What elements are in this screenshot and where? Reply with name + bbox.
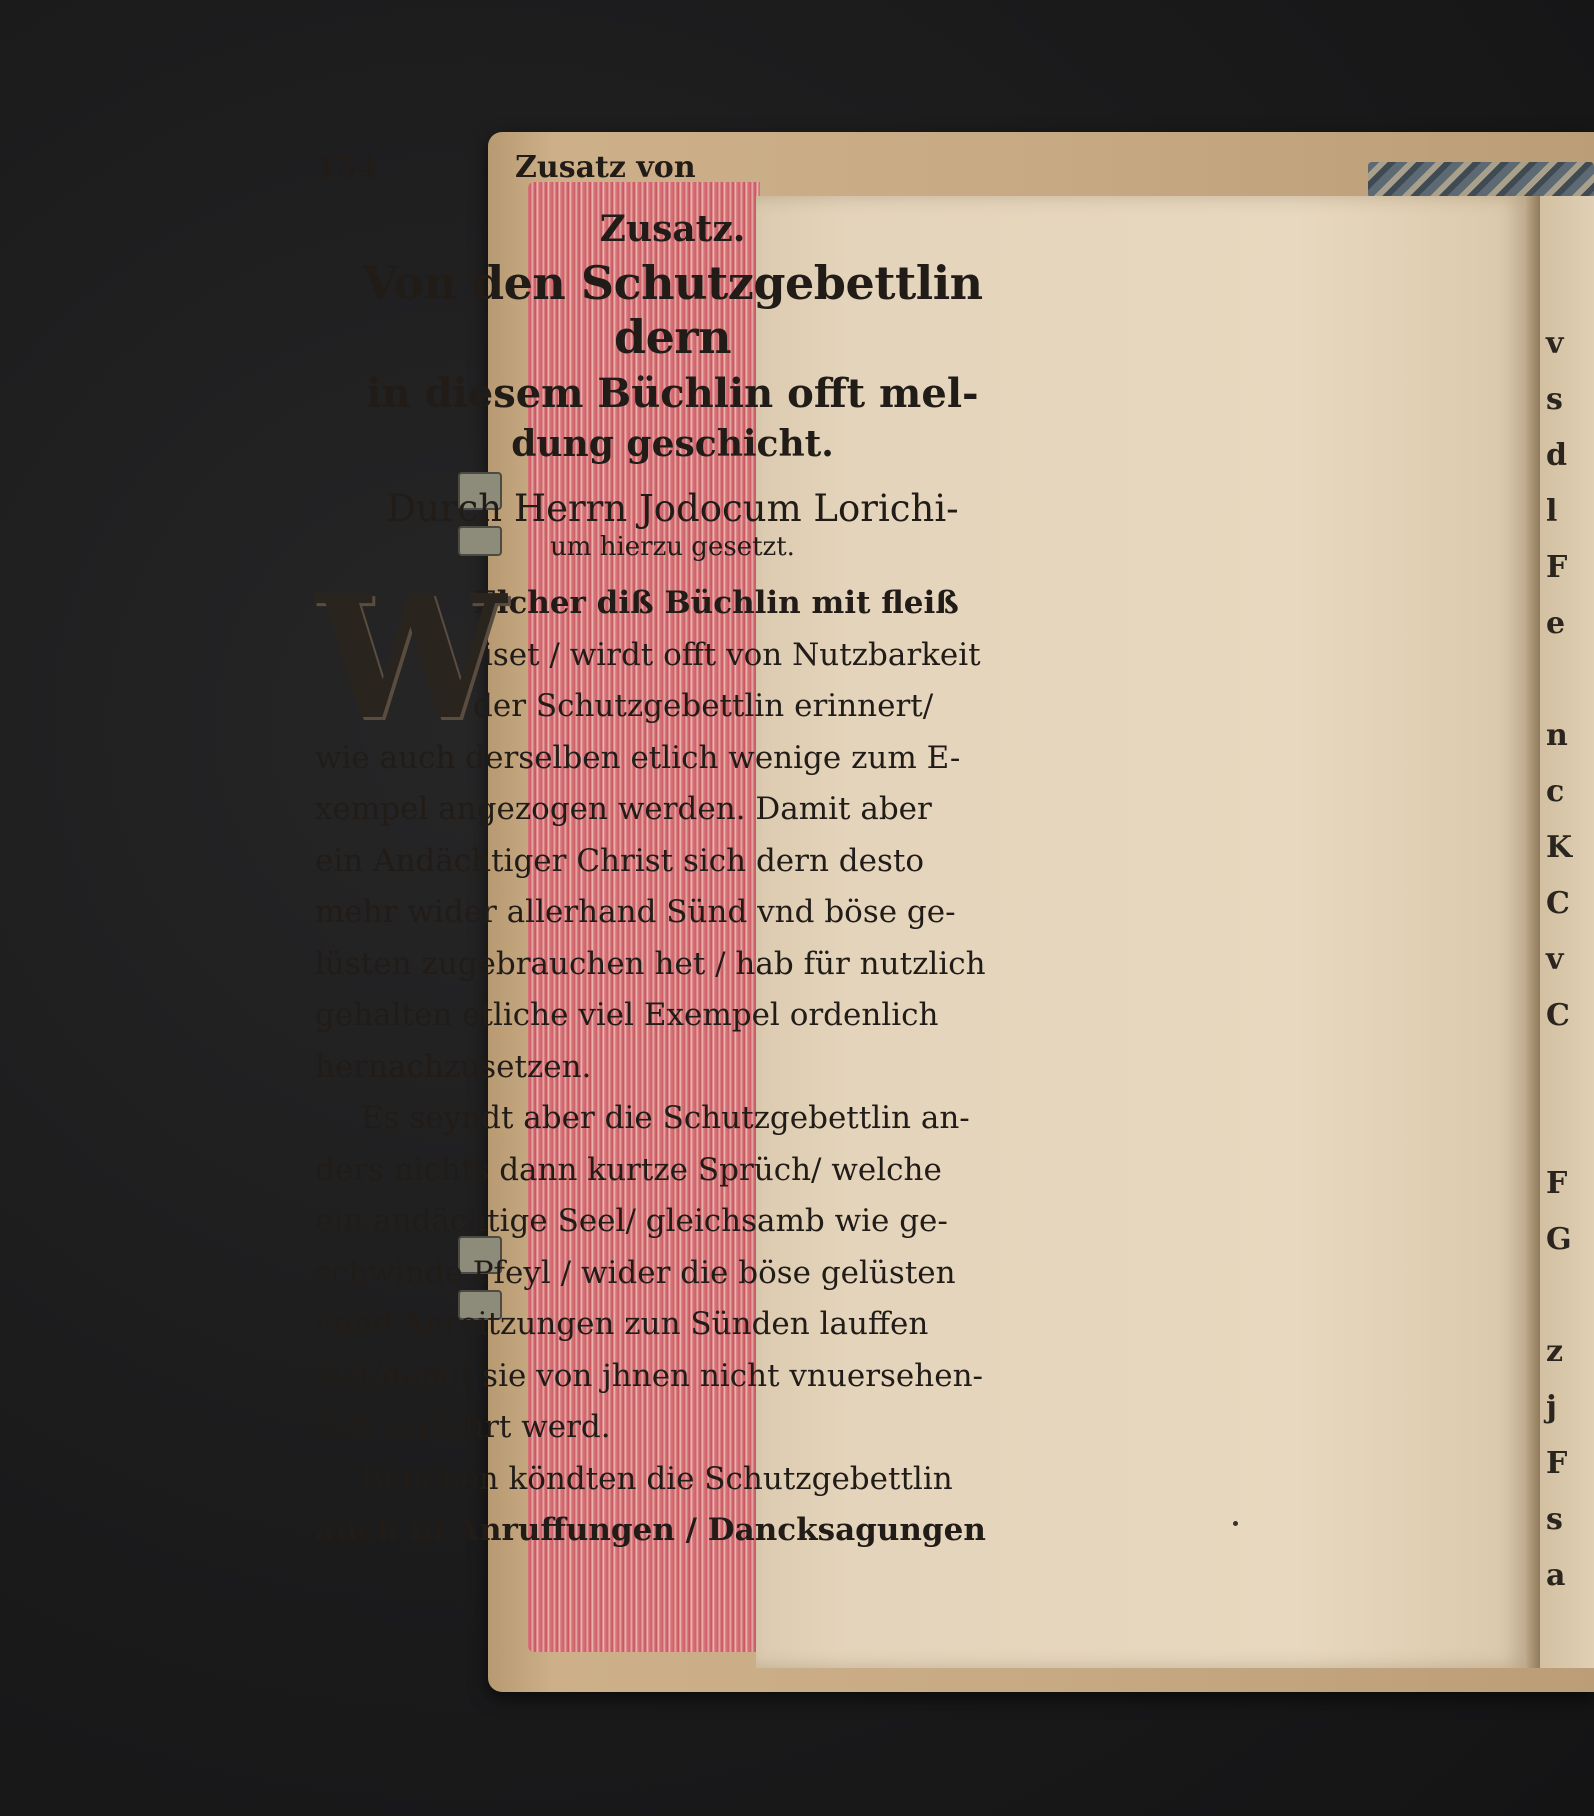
heading-line-3: in diesem Büchlin offt mel-	[366, 370, 979, 417]
heading-line-4: dung geschicht.	[511, 423, 834, 465]
right-char: l	[1546, 494, 1558, 529]
text-line: Es seyndt aber die Schutzgebettlin an-	[361, 1100, 970, 1136]
right-char: s	[1546, 382, 1563, 417]
headband	[1368, 162, 1594, 198]
text-line: vnnd Anreitzungen zun Sünden lauffen	[315, 1306, 929, 1342]
right-char: F	[1546, 1166, 1568, 1201]
gutter	[1526, 196, 1540, 1668]
text-line: wie auch derselben etlich wenige zum E-	[315, 739, 961, 776]
running-title: Zusatz von	[515, 150, 696, 185]
decorated-initial: W	[315, 558, 506, 758]
right-char: v	[1546, 326, 1564, 361]
right-char: s	[1546, 1502, 1563, 1537]
text-line: hernachzusetzen.	[315, 1048, 592, 1085]
text-line: auch in Anruffungen / Dancksagungen	[315, 1512, 986, 1548]
author-line-1: Durch Herrn Jodocum Lorichi-	[386, 487, 959, 530]
right-page	[1540, 196, 1594, 1668]
text-line: Elcher diß Büchlin mit fleiß	[473, 585, 959, 621]
page-number: 154	[315, 150, 378, 185]
right-page-margin-text	[1546, 316, 1590, 1604]
right-char: c	[1546, 774, 1565, 809]
text-line: Beneben köndten die Schutzgebettlin	[361, 1460, 953, 1497]
author-line-2: um hierzu gesetzt.	[550, 532, 795, 562]
heading-line-2: Von den Schutzgebettlin dern	[362, 256, 983, 364]
text-line: liset / wirdt offt von Nutzbarkeit	[473, 636, 981, 673]
body-text	[315, 558, 1030, 1557]
right-char: z	[1546, 1334, 1564, 1369]
text-line: ein andächtige Seel/ gleichsamb wie ge-	[315, 1203, 948, 1239]
text-line: mehr wider allerhand Sünd vnd böse ge-	[315, 894, 956, 930]
ink-dot	[1233, 1521, 1238, 1526]
text-line: gehalten etliche viel Exempel ordenlich	[315, 997, 939, 1033]
right-char: n	[1546, 718, 1568, 753]
right-char: C	[1546, 998, 1570, 1033]
right-char: K	[1546, 830, 1573, 865]
text-line: xempel angezogen werden. Damit aber	[315, 791, 932, 827]
right-char: C	[1546, 886, 1570, 921]
right-char: F	[1546, 550, 1568, 585]
text-line: schwinde Pfeyl / wider die böse gelüsten	[315, 1254, 956, 1291]
right-char: F	[1546, 1446, 1568, 1481]
heading-line-1: Zusatz.	[599, 208, 746, 250]
text-line: lich verführt werd.	[315, 1409, 611, 1445]
right-char: d	[1546, 438, 1567, 473]
running-head	[315, 150, 1030, 198]
text-line: lüsten zugebrauchen het / hab für nutzlich	[315, 945, 986, 982]
right-char: j	[1546, 1390, 1557, 1425]
text-line: ders nichts dann kurtze Sprüch/ welche	[315, 1151, 942, 1188]
right-char: a	[1546, 1558, 1566, 1593]
page-text	[315, 150, 1030, 1557]
right-char: e	[1546, 606, 1566, 641]
text-line: der Schutzgebettlin erinnert/	[473, 688, 934, 724]
right-char: v	[1546, 942, 1564, 977]
right-char: G	[1546, 1222, 1572, 1257]
text-line: ein Andächtiger Christ sich dern desto	[315, 842, 925, 879]
text-line: last/damit sie von jhnen nicht vnuersehen-	[315, 1357, 984, 1394]
